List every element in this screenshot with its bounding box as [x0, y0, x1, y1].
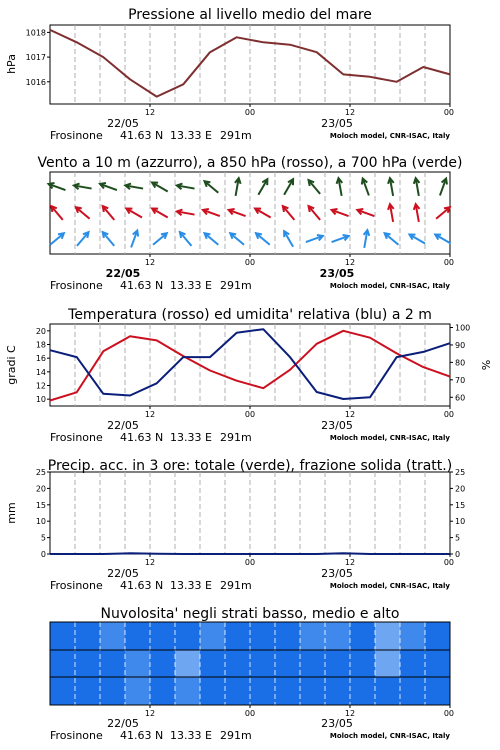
temperature-footer: [50, 419, 450, 444]
precipitation-line: [50, 553, 450, 554]
date-label: 23/05: [321, 117, 353, 130]
y-tick-label: 18: [35, 340, 46, 350]
cloud-cell: [175, 650, 201, 677]
x-tick-label: 00: [443, 258, 454, 267]
location-longitude: 13.33 E: [170, 579, 212, 592]
wind-arrow: [309, 180, 321, 194]
wind-arrow-shaft: [283, 206, 295, 220]
precipitation-right-y-ticks: [450, 468, 465, 559]
pressure-series: [50, 30, 450, 97]
cloud-footer: [50, 717, 450, 742]
wind-arrow: [229, 209, 246, 216]
cloud-cell: [150, 650, 176, 677]
location-latitude: 41.63 N: [120, 431, 164, 444]
location-name: Frosinone: [50, 279, 103, 292]
wind-arrow: [152, 209, 168, 218]
cloud-cell: [300, 622, 326, 650]
precipitation-y-ticks: [36, 468, 50, 559]
precipitation-panel: [5, 458, 465, 592]
wind-arrow: [306, 235, 323, 242]
x-tick-label: 00: [244, 108, 256, 117]
y-tick-label: 1017: [25, 53, 46, 63]
cloud-cell: [125, 622, 151, 650]
date-label: 23/05: [321, 567, 353, 580]
pressure-vertical-gridlines: [75, 25, 425, 104]
location-latitude: 41.63 N: [120, 579, 164, 592]
cloud-cell: [50, 650, 76, 677]
y-tick-label: 25: [35, 468, 46, 477]
cloud-cell: [200, 677, 226, 705]
precipitation-vertical-gridlines: [75, 472, 425, 554]
wind-arrow: [177, 210, 195, 216]
model-credit: Moloch model, CNR-ISAC, Italy: [329, 732, 450, 740]
y-tick-label: 20: [35, 484, 46, 494]
cloud-cell: [150, 677, 176, 705]
y-tick-label: 15: [455, 500, 466, 510]
wind-arrow: [153, 233, 167, 245]
y-tick-label: 90: [455, 340, 466, 350]
pressure-line: [50, 30, 450, 97]
cloud-cell: [225, 650, 251, 677]
wind-arrow-shaft: [256, 233, 270, 245]
wind-footer: [50, 267, 450, 292]
cloud-cell: [375, 677, 401, 705]
wind-arrow: [103, 206, 115, 220]
x-tick-label: 00: [443, 410, 454, 419]
wind-arrow: [284, 179, 293, 195]
x-tick-label: 00: [244, 709, 256, 718]
temperature-y-axis-label: gradi C: [5, 345, 18, 385]
wind-arrow-shaft: [153, 233, 167, 245]
y-tick-label: 1016: [25, 77, 46, 87]
wind-arrow: [332, 235, 349, 242]
location-latitude: 41.63 N: [120, 279, 164, 292]
precipitation-title: Precip. acc. in 3 ore: totale (verde), frazione solida (tratt.): [47, 458, 453, 474]
y-tick-label: 14: [35, 367, 46, 377]
date-label: 23/05: [321, 717, 353, 730]
x-tick-label: 12: [144, 709, 156, 718]
wind-arrow-shaft: [77, 232, 89, 246]
x-tick-label: 12: [344, 410, 356, 419]
wind-arrow: [440, 179, 447, 196]
wind-arrow: [126, 209, 142, 218]
pressure-x-ticks: [145, 104, 454, 117]
temperature-title: Temperatura (rosso) ed umidita' relativa (blu) a 2 m: [68, 307, 432, 323]
cloud-cell: [375, 650, 401, 677]
cloud-cell: [75, 677, 101, 705]
date-label: 23/05: [321, 419, 353, 432]
cloud-cell: [275, 650, 301, 677]
cloud-cell: [175, 622, 201, 650]
cloud-title: Nuvolosita' negli strati basso, medio e alto: [100, 606, 400, 622]
location-longitude: 13.33 E: [170, 279, 212, 292]
wind-arrow: [414, 178, 420, 196]
wind-arrow-shaft: [205, 233, 219, 245]
wind-arrow: [152, 183, 168, 192]
x-tick-label: 12: [144, 258, 156, 267]
cloud-cell: [75, 650, 101, 677]
wind-arrow: [76, 207, 90, 219]
wind-panel: [37, 155, 462, 292]
wind-arrow: [230, 233, 244, 245]
y-tick-label: 80: [455, 358, 466, 368]
cloud-cell: [425, 622, 451, 650]
wind-x-ticks: [145, 254, 454, 267]
cloud-cell: [275, 622, 301, 650]
wind-arrow: [258, 179, 267, 195]
x-tick-label: 12: [144, 558, 156, 567]
x-tick-label: 12: [344, 108, 356, 117]
wind-arrow: [357, 209, 374, 216]
cloud-cell: [225, 677, 251, 705]
cloud-cell: [100, 677, 126, 705]
model-credit: Moloch model, CNR-ISAC, Italy: [329, 282, 450, 290]
wind-arrow: [255, 209, 271, 218]
date-label: 22/05: [107, 717, 139, 730]
precipitation-footer: [50, 567, 450, 592]
wind-arrow: [284, 231, 293, 247]
wind-arrow: [51, 206, 63, 220]
wind-arrow-shaft: [309, 206, 321, 220]
precipitation-y-axis-label: mm: [5, 502, 18, 524]
date-label: 22/05: [105, 267, 141, 280]
wind-arrow-shaft: [51, 206, 63, 220]
location-name: Frosinone: [50, 129, 103, 142]
wind-arrow: [49, 183, 66, 190]
x-tick-label: 00: [244, 558, 256, 567]
cloud-x-ticks: [145, 705, 454, 718]
cloud-cell: [275, 677, 301, 705]
cloud-cell: [400, 677, 426, 705]
y-tick-label: 10: [455, 517, 466, 527]
cloud-cell: [175, 677, 201, 705]
cloud-cell: [125, 677, 151, 705]
temperature-y-ticks: [36, 327, 50, 404]
cloud-cell: [225, 622, 251, 650]
x-tick-label: 12: [344, 558, 356, 567]
x-tick-label: 00: [244, 410, 256, 419]
cloud-cell: [150, 622, 176, 650]
cloud-cell: [425, 650, 451, 677]
wind-arrow-shaft: [50, 233, 64, 245]
location-longitude: 13.33 E: [170, 431, 212, 444]
wind-arrow: [362, 179, 369, 196]
wind-arrow: [364, 230, 370, 248]
wind-arrow: [385, 233, 399, 245]
cloud-cell: [250, 650, 276, 677]
cloud-cell: [350, 650, 376, 677]
y-tick-label: 15: [35, 500, 46, 510]
location-longitude: 13.33 E: [170, 729, 212, 742]
cloud-cell: [200, 622, 226, 650]
cloud-cell: [250, 622, 276, 650]
y-tick-label: 0: [455, 550, 461, 559]
wind-arrow: [283, 206, 295, 220]
wind-arrow: [436, 207, 450, 219]
pressure-footer: [50, 117, 450, 142]
wind-arrow-shaft: [309, 180, 321, 194]
wind-arrow: [77, 232, 89, 246]
location-latitude: 41.63 N: [120, 129, 164, 142]
wind-arrow: [435, 235, 451, 244]
wind-arrow: [177, 184, 195, 190]
location-altitude: 291m: [220, 129, 252, 142]
wind-arrow: [205, 233, 219, 245]
y-tick-label: 1018: [25, 28, 46, 38]
cloud-cell: [300, 650, 326, 677]
wind-arrow: [388, 204, 394, 222]
precipitation-series: [50, 553, 450, 554]
wind-arrow-shaft: [180, 232, 192, 246]
temperature-panel: [5, 307, 493, 444]
wind-arrow: [235, 178, 241, 196]
cloud-cell: [325, 622, 351, 650]
cloud-cell: [100, 622, 126, 650]
wind-arrow-shaft: [103, 206, 115, 220]
y-tick-label: 0: [40, 550, 46, 559]
date-label: 22/05: [107, 117, 139, 130]
cloud-cell: [50, 677, 76, 705]
cloud-cell: [250, 677, 276, 705]
pressure-y-ticks: [26, 28, 50, 86]
location-longitude: 13.33 E: [170, 129, 212, 142]
wind-arrow-shaft: [436, 207, 450, 219]
model-credit: Moloch model, CNR-ISAC, Italy: [329, 132, 450, 140]
model-credit: Moloch model, CNR-ISAC, Italy: [329, 434, 450, 442]
wind-arrow-shaft: [205, 181, 219, 193]
y-tick-label: 20: [35, 326, 46, 336]
cloud-cell: [350, 677, 376, 705]
wind-arrow: [256, 233, 270, 245]
humidity-y-ticks: [450, 323, 470, 402]
y-tick-label: 60: [455, 393, 466, 403]
wind-arrow: [203, 209, 220, 216]
wind-arrow-shaft: [103, 232, 115, 246]
wind-arrow: [131, 231, 138, 248]
pressure-y-axis-label: hPa: [5, 54, 18, 74]
wind-arrow: [74, 184, 92, 190]
cloud-cell: [325, 650, 351, 677]
wind-arrow: [205, 181, 219, 193]
y-tick-label: 70: [455, 375, 466, 385]
wind-arrow-shaft: [76, 207, 90, 219]
humidity-y-axis-label: %: [480, 359, 493, 371]
precipitation-x-ticks: [145, 554, 454, 567]
cloud-panel: [50, 606, 454, 742]
x-tick-label: 00: [244, 258, 256, 267]
cloud-cell: [125, 650, 151, 677]
cloud-cell: [75, 622, 101, 650]
wind-arrow: [103, 232, 115, 246]
y-tick-label: 16: [35, 354, 46, 364]
y-tick-label: 100: [455, 323, 471, 333]
y-tick-label: 12: [35, 381, 46, 391]
cloud-cell: [50, 622, 76, 650]
location-altitude: 291m: [220, 579, 252, 592]
cloud-cell: [350, 622, 376, 650]
y-tick-label: 10: [35, 395, 46, 405]
cloud-cell: [200, 650, 226, 677]
wind-arrow-shaft: [230, 233, 244, 245]
x-tick-label: 12: [344, 258, 356, 267]
wind-arrow: [125, 184, 143, 190]
x-tick-label: 12: [344, 709, 356, 718]
x-tick-label: 12: [144, 410, 156, 419]
wind-arrow: [50, 233, 64, 245]
temperature-x-ticks: [145, 406, 454, 419]
cloud-cell: [425, 677, 451, 705]
location-latitude: 41.63 N: [120, 729, 164, 742]
date-label: 22/05: [107, 567, 139, 580]
cloud-cell: [325, 677, 351, 705]
location-name: Frosinone: [50, 729, 103, 742]
location-altitude: 291m: [220, 431, 252, 444]
location-altitude: 291m: [220, 279, 252, 292]
y-tick-label: 10: [35, 517, 46, 527]
wind-arrow: [337, 178, 343, 196]
y-tick-label: 25: [455, 468, 466, 477]
x-tick-label: 00: [443, 108, 454, 117]
wind-arrow: [180, 232, 192, 246]
wind-arrow-shaft: [385, 233, 399, 245]
wind-arrow: [332, 209, 349, 216]
location-name: Frosinone: [50, 431, 103, 444]
cloud-cell: [375, 622, 401, 650]
date-label: 22/05: [107, 419, 139, 432]
pressure-panel: [5, 7, 454, 142]
x-tick-label: 00: [443, 709, 454, 718]
wind-arrow: [414, 204, 420, 222]
x-tick-label: 00: [443, 558, 454, 567]
wind-arrow: [309, 206, 321, 220]
cloud-cell: [300, 677, 326, 705]
cloud-cell: [400, 650, 426, 677]
model-credit: Moloch model, CNR-ISAC, Italy: [329, 582, 450, 590]
y-tick-label: 20: [455, 484, 466, 494]
x-tick-label: 12: [144, 108, 156, 117]
wind-arrow: [409, 235, 425, 244]
wind-title: Vento a 10 m (azzurro), a 850 hPa (rosso), a 700 hPa (verde): [37, 155, 463, 171]
location-altitude: 291m: [220, 729, 252, 742]
cloud-cell: [400, 622, 426, 650]
date-label: 23/05: [319, 267, 355, 280]
y-tick-label: 5: [40, 533, 46, 543]
pressure-title: Pressione al livello medio del mare: [128, 7, 372, 23]
wind-arrow: [100, 183, 117, 190]
wind-arrow: [388, 178, 394, 196]
location-name: Frosinone: [50, 579, 103, 592]
cloud-cell: [100, 650, 126, 677]
y-tick-label: 5: [455, 533, 461, 543]
